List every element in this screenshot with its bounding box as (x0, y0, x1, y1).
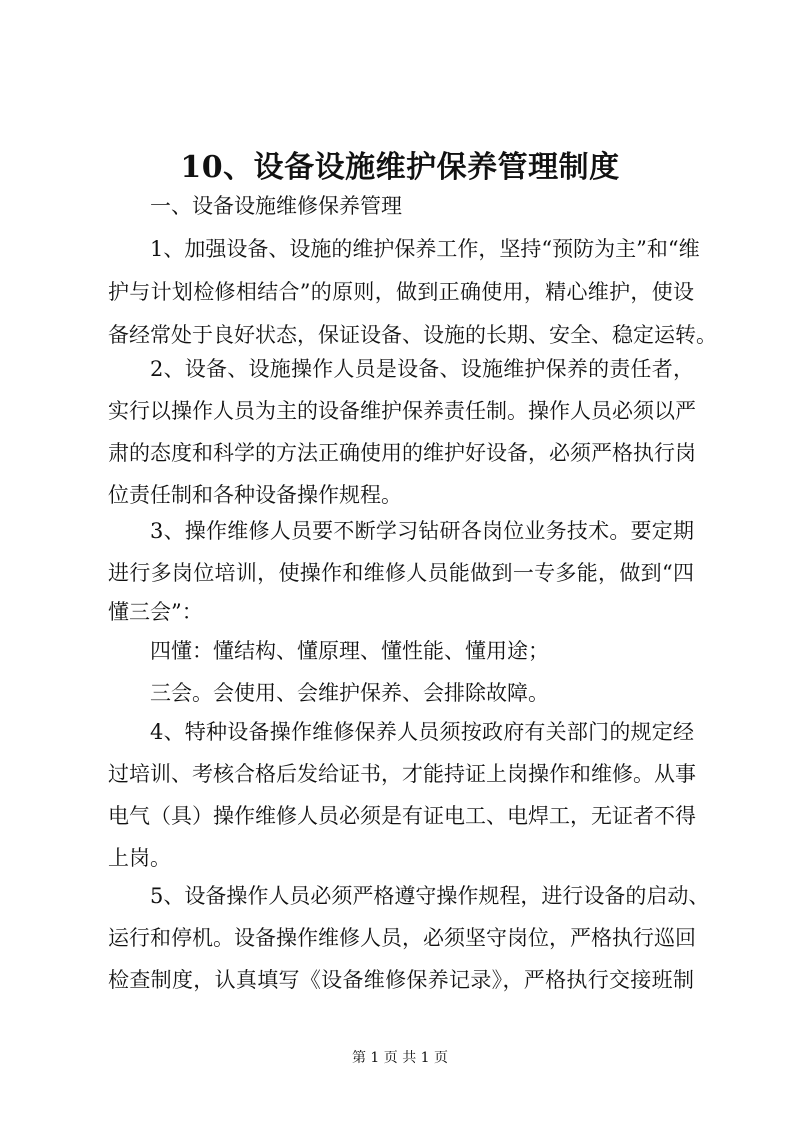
paragraph-line: 进行多岗位培训，使操作和维修人员能做到一专多能，做到“四 (108, 561, 694, 585)
page-footer: 第 1 页 共 1 页 (351, 1050, 449, 1066)
paragraph-line: 位责任制和各种设备操作规程。 (108, 483, 402, 507)
paragraph-line: 5、设备操作人员必须严格遵守操作规程，进行设备的启动、 (150, 884, 710, 908)
paragraph-line: 三会。会使用、会维护保养、会排除故障。 (150, 681, 549, 705)
paragraph-line: 运行和停机。设备操作维修人员，必须坚守岗位，严格执行巡回 (108, 926, 696, 950)
paragraph-line: 懂三会”： (108, 600, 203, 624)
section-heading: 一、设备设施维修保养管理 (150, 194, 402, 218)
paragraph-line: 四懂：懂结构、懂原理、懂性能、懂用途； (150, 639, 549, 663)
paragraph-line: 备经常处于良好状态，保证设备、设施的长期、安全、稳定运转。 (108, 323, 717, 347)
paragraph-line: 护与计划检修相结合”的原则，做到正确使用，精心维护，使设 (108, 280, 694, 304)
paragraph-line: 实行以操作人员为主的设备维护保养责任制。操作人员必须以严 (108, 399, 696, 423)
paragraph-line: 2、设备、设施操作人员是设备、设施维护保养的责任者， (150, 357, 694, 381)
paragraph-line: 1、加强设备、设施的维护保养工作，坚持“预防为主”和“维 (150, 237, 700, 261)
paragraph-line: 检查制度，认真填写《设备维修保养记录》，严格执行交接班制 (108, 968, 694, 992)
paragraph-line: 过培训、考核合格后发给证书，才能持证上岗操作和维修。从事 (108, 762, 696, 786)
paragraph-line: 3、操作维修人员要不断学习钻研各岗位业务技术。要定期 (150, 519, 694, 543)
paragraph-line: 上岗。 (108, 846, 171, 870)
paragraph-line: 肃的态度和科学的方法正确使用的维护好设备，必须严格执行岗 (108, 441, 696, 465)
paragraph-line: 电气（具）操作维修人员必须是有证电工、电焊工，无证者不得 (108, 804, 696, 828)
document-title: 10、设备设施维护保养管理制度 (180, 150, 620, 185)
paragraph-line: 4、特种设备操作维修保养人员须按政府有关部门的规定经 (150, 720, 694, 744)
